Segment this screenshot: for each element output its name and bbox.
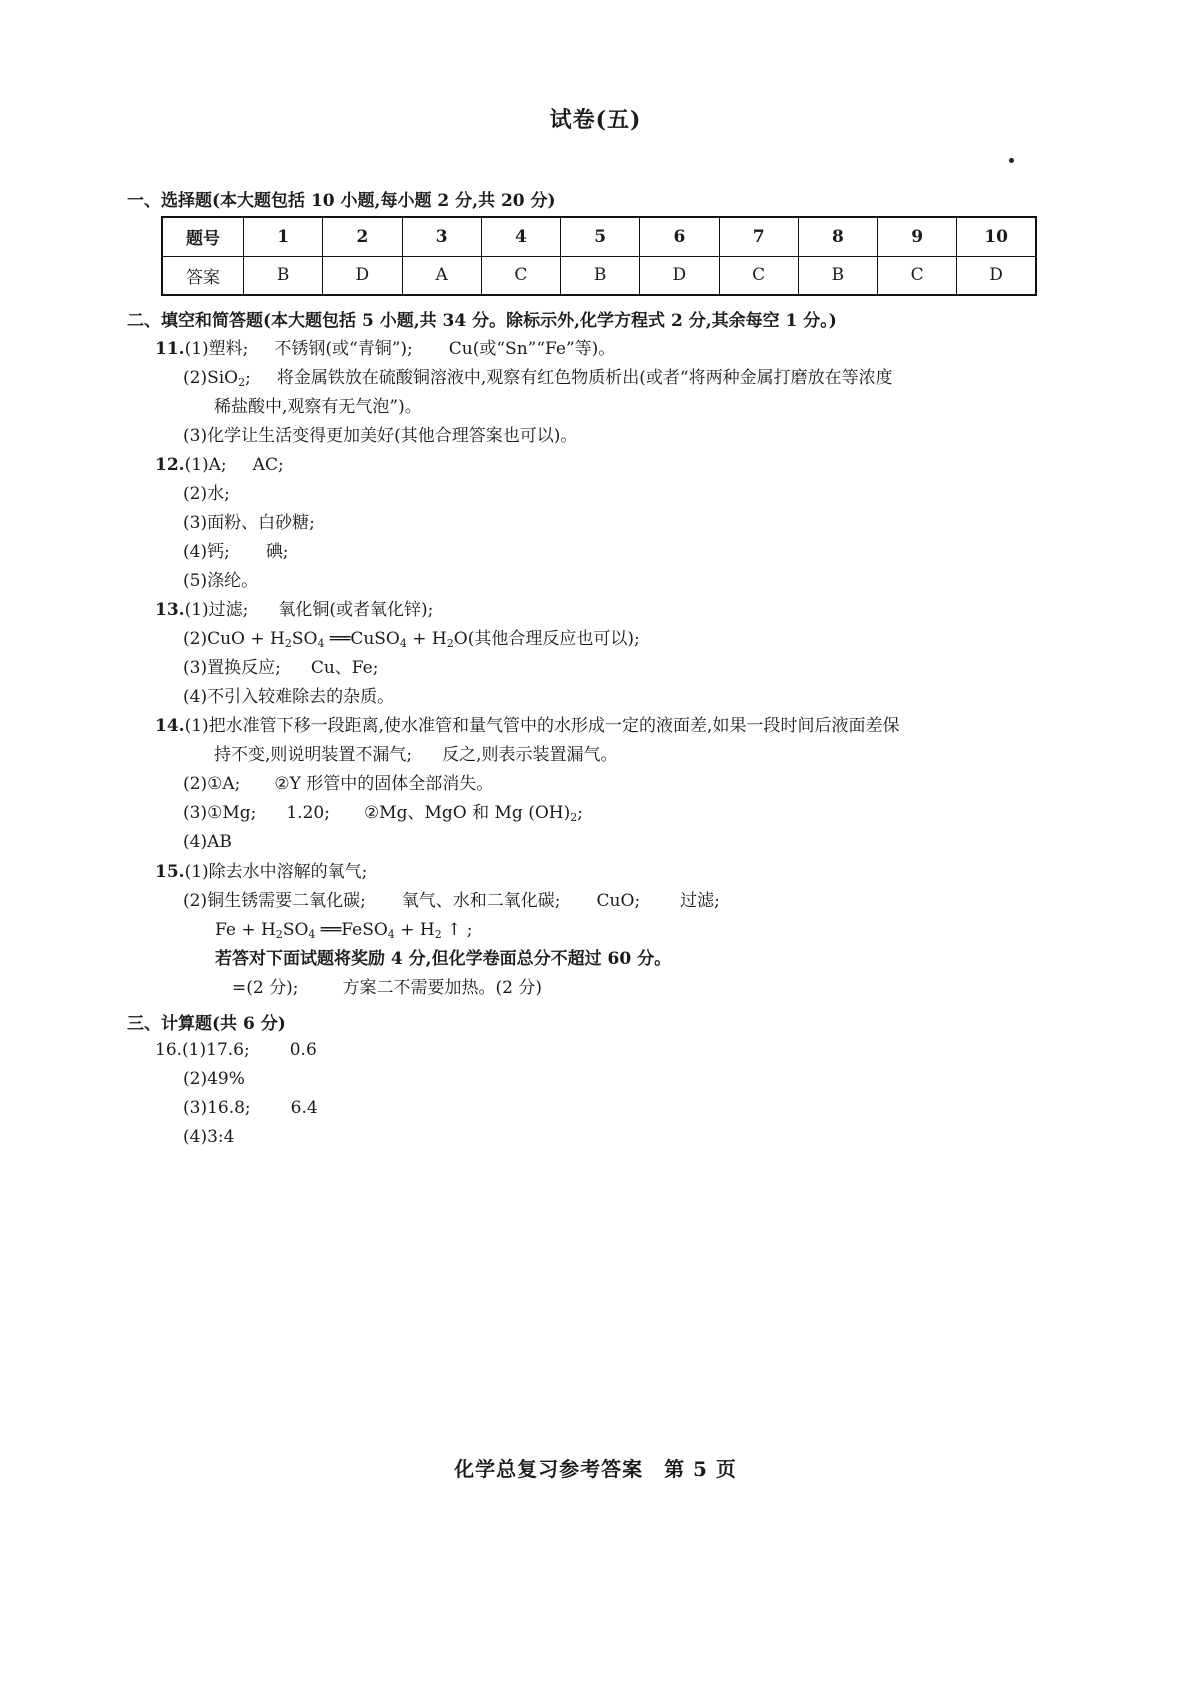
answer-cell: B	[561, 256, 640, 295]
answer-text: 反之,则表示装置漏气。	[442, 745, 618, 765]
answer-cell: B	[244, 256, 323, 295]
subscript: 2	[446, 637, 454, 650]
answer-table	[161, 216, 1037, 296]
answer-text: ②Mg、MgO 和 Mg (OH)	[363, 803, 571, 823]
answer-cell: C	[719, 256, 798, 295]
equation-text: (2)CuO + H	[183, 629, 285, 649]
answer-text: 过滤;	[680, 891, 720, 911]
equation-text: SO	[282, 920, 309, 940]
q14-part1-continued	[214, 744, 618, 766]
table-row-answers	[162, 256, 1036, 295]
answer-text: (3)置换反应;	[183, 658, 281, 678]
q11-part2-continued: 稀盐酸中,观察有无气泡”)。	[214, 397, 422, 417]
equation-text: + H	[406, 629, 447, 649]
answer-text: (1)过滤;	[184, 600, 249, 620]
answer-text: 氧气、水和二氧化碳;	[401, 891, 561, 911]
equation-text: O(其他合理反应也可以);	[453, 629, 640, 649]
subscript: 4	[317, 637, 325, 650]
question-number: 4	[481, 217, 560, 256]
subscript: 4	[308, 928, 316, 941]
answer-text: AC;	[252, 455, 284, 475]
q13-part3	[183, 657, 378, 679]
answer-cell: D	[640, 256, 719, 295]
question-number: 15.	[155, 862, 185, 882]
question-number: 5	[561, 217, 640, 256]
answer-cell: D	[323, 256, 402, 295]
equation-text: + H	[394, 920, 435, 940]
q15-bonus-note: 若答对下面试题将奖励 4 分,但化学卷面总分不超过 60 分。	[215, 949, 672, 969]
question-number: 7	[719, 217, 798, 256]
answer-text: 0.6	[289, 1040, 317, 1060]
question-number: 1	[244, 217, 323, 256]
answer-text: ②Y 形管中的固体全部消失。	[274, 774, 494, 794]
q12-part1	[155, 454, 284, 476]
q13-part2-equation	[183, 628, 640, 655]
page-footer: 化学总复习参考答案 第 5 页	[454, 1457, 737, 1481]
q11-part2	[183, 367, 893, 394]
q16-part4: (4)3:4	[183, 1127, 235, 1147]
answer-text: =(2 分);	[232, 978, 299, 998]
section-3-heading: 三、计算题(共 6 分)	[127, 1014, 286, 1034]
answer-text: (1)A;	[184, 455, 227, 475]
subscript: 2	[275, 928, 283, 941]
question-number: 9	[878, 217, 957, 256]
answer-text: ;	[245, 368, 251, 388]
answer-text: Cu、Fe;	[310, 658, 379, 678]
equation-text: ══CuSO	[324, 629, 400, 649]
answer-text: (2)①A;	[183, 774, 241, 794]
scan-speck	[1009, 158, 1014, 163]
subscript: 2	[238, 376, 246, 389]
equation-text: SO	[291, 629, 318, 649]
answer-text: 碘;	[265, 542, 289, 562]
answer-text: 6.4	[290, 1098, 318, 1118]
answer-text: (3)①Mg;	[183, 803, 257, 823]
subscript: 2	[434, 928, 442, 941]
equation-text: Fe + H	[215, 920, 276, 940]
row-head-answer: 答案	[162, 256, 244, 295]
q15-part1	[155, 861, 367, 883]
question-number: 8	[798, 217, 877, 256]
q14-part3	[183, 802, 583, 829]
q15-bonus-answer	[232, 977, 542, 999]
question-number: 16.	[155, 1040, 183, 1060]
q16-part2: (2)49%	[183, 1069, 245, 1089]
subscript: 4	[399, 637, 407, 650]
equation-text: ══FeSO	[315, 920, 388, 940]
q12-part3: (3)面粉、白砂糖;	[183, 513, 315, 533]
q15-part2	[183, 890, 720, 912]
answer-cell: C	[878, 256, 957, 295]
question-number: 2	[323, 217, 402, 256]
subscript: 2	[284, 637, 292, 650]
question-number: 10	[957, 217, 1036, 256]
answer-text: Cu(或“Sn”“Fe”等)。	[448, 339, 616, 359]
question-number: 13.	[155, 600, 185, 620]
q12-part4	[183, 541, 289, 563]
answer-text: 不锈钢(或“青铜”);	[274, 339, 413, 359]
q13-part1	[155, 599, 433, 621]
q11-part1	[155, 338, 615, 360]
equation-text: ↑ ;	[441, 920, 473, 940]
answer-cell: A	[402, 256, 481, 295]
answer-text: 持不变,则说明装置不漏气;	[214, 745, 413, 765]
q13-part4: (4)不引入较难除去的杂质。	[183, 687, 395, 707]
q14-part1	[155, 715, 899, 737]
answer-text: ;	[577, 803, 583, 823]
question-number: 14.	[155, 716, 185, 736]
answer-text: 氧化铜(或者氧化锌);	[278, 600, 434, 620]
answer-text: (4)钙;	[183, 542, 230, 562]
answer-text: (2)铜生锈需要二氧化碳;	[183, 891, 366, 911]
subscript: 4	[387, 928, 395, 941]
page-title: 试卷(五)	[549, 107, 642, 133]
answer-text: (1)把水准管下移一段距离,使水准管和量气管中的水形成一定的液面差,如果一段时间后液面差保	[184, 716, 900, 736]
answer-text: 将金属铁放在硫酸铜溶液中,观察有红色物质析出(或者“将两种金属打磨放在等浓度	[276, 368, 893, 388]
section-2-heading: 二、填空和简答题(本大题包括 5 小题,共 34 分。除标示外,化学方程式 2 分,其余每空 1 分。)	[127, 311, 837, 331]
row-head-number: 题号	[162, 217, 244, 256]
q11-part3: (3)化学让生活变得更加美好(其他合理答案也可以)。	[183, 426, 578, 446]
answer-text: 1.20;	[286, 803, 330, 823]
q15-equation	[215, 919, 472, 946]
q14-part2	[183, 773, 493, 795]
q12-part2: (2)水;	[183, 484, 230, 504]
answer-text: (2)SiO	[183, 368, 239, 388]
question-number: 12.	[155, 455, 185, 475]
answer-cell: C	[481, 256, 560, 295]
answer-text: 方案二不需要加热。(2 分)	[342, 978, 542, 998]
q14-part4: (4)AB	[183, 832, 232, 852]
answer-text: (3)16.8;	[183, 1098, 251, 1118]
answer-text: (1)17.6;	[182, 1040, 250, 1060]
q16-part1	[155, 1039, 317, 1061]
q16-part3	[183, 1097, 318, 1119]
question-number: 11.	[155, 339, 185, 359]
answer-text: CuO;	[596, 891, 641, 911]
answer-text: (1)塑料;	[184, 339, 249, 359]
answer-cell: B	[798, 256, 877, 295]
question-number: 3	[402, 217, 481, 256]
section-1-heading: 一、选择题(本大题包括 10 小题,每小题 2 分,共 20 分)	[127, 191, 556, 211]
question-number: 6	[640, 217, 719, 256]
answer-cell: D	[957, 256, 1036, 295]
q12-part5: (5)涤纶。	[183, 571, 259, 591]
table-row-numbers	[162, 217, 1036, 256]
subscript: 2	[570, 811, 578, 824]
answer-text: (1)除去水中溶解的氧气;	[184, 862, 368, 882]
